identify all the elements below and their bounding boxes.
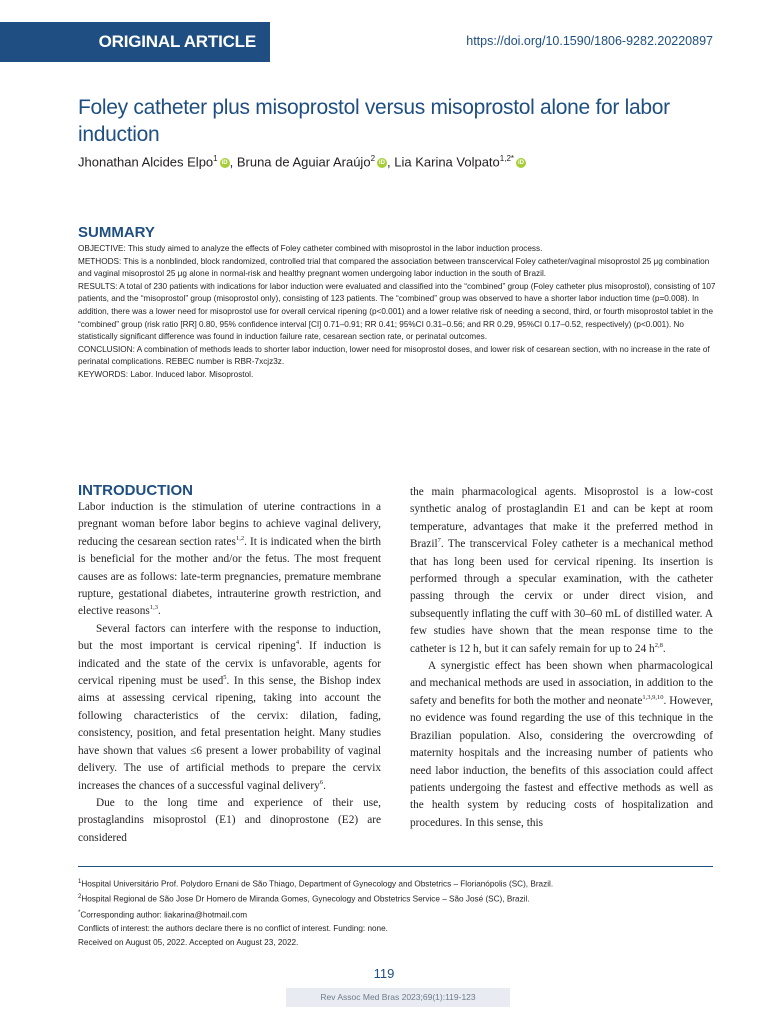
citation-ref: 7 xyxy=(437,537,441,545)
footnote xyxy=(78,922,718,936)
body-paragraph xyxy=(78,795,381,847)
paragraph-text: . However, no evidence was found regarding the use of this technique in the Brazilian population. Also, considering the overcrowding of maternity hospitals and the increasing number of patients who need labor induction, the benefits of this association could affect patients undergoing the fastest and effective methods as well as the health system by reducing costs of hospitalization and procedures. In this sense, this xyxy=(410,694,713,829)
results-text: A total of 230 patients with indications for labor induction were evaluated and classified into the “combined” group (Foley catheter plus misoprostol), consisting of 107 patients, and the “misoprostol” group (misoprostol only), consisting of 123 patients. The “combined” group was observed to have a shorter labor induction time (p=0.008). In addition, there was a lower need for misoprostol use for overall cervical ripening (p<0.001) and a lower relative risk of needing a second, third, or fourth misoprostol tablet in the “combined” group (risk ratio [RR] 0.80, 95% confidence interval [CI] 0.71–0.91; RR 0.41; 95%CI 0.31–0.56; and RR 0.29, 95%CI 0.17–0.52, respectively) (p<0.001). No statistically significant difference was found in induction failure rate, cesarean section rate, or perinatal outcomes. xyxy=(78,281,716,342)
body-column-left xyxy=(78,482,381,847)
results-label: RESULTS: xyxy=(78,281,118,291)
summary-objective xyxy=(78,243,718,256)
keywords-text: Labor. Induced labor. Misoprostol. xyxy=(130,369,254,379)
citation-ref: 6 xyxy=(319,778,324,786)
paragraph-text: A synergistic effect has been shown when pharmacological and mechanical methods are used in association, in addition to the safety and benefits for both the mother and neonate xyxy=(410,660,713,707)
footnote-text: Corresponding author: liakarina@hotmail.com xyxy=(80,910,248,920)
paragraph-text: Labor induction is the stimulation of uterine contractions in a pregnant woman before labor begins to achieve vaginal delivery, reducing the cesarean section rates xyxy=(78,501,381,548)
footnote-divider xyxy=(78,866,713,867)
paragraph-text: . It is indicated when the birth is beneficial for the mother and/or the fetus. The most frequent causes are as follows: late-term pregnancies, premature membrane rupture, gestational diabetes, intrauterine growth restriction, and elective reasons xyxy=(78,535,381,618)
citation-ref: 2,8 xyxy=(654,641,663,649)
footnote-marker: * xyxy=(78,909,81,916)
summary-methods xyxy=(78,256,718,281)
footnote xyxy=(78,907,718,922)
journal-citation: Rev Assoc Med Bras 2023;69(1):119-123 xyxy=(286,988,510,1007)
paragraph-text: . xyxy=(323,779,326,792)
author-affiliation: 1 xyxy=(213,154,218,163)
doi-link[interactable]: https://doi.org/10.1590/1806-9282.20220897 xyxy=(466,34,713,48)
left-column-text xyxy=(78,499,381,847)
footnote-text: Received on August 05, 2022. Accepted on August 23, 2022. xyxy=(78,937,299,947)
citation-ref: 1,3 xyxy=(149,604,158,612)
orcid-icon[interactable]: iD xyxy=(379,159,386,166)
citation-ref: 4 xyxy=(295,639,300,647)
right-column-text xyxy=(410,484,713,832)
body-paragraph xyxy=(78,621,381,795)
author-name: Bruna de Aguiar Araújo xyxy=(236,154,371,170)
summary-heading: SUMMARY xyxy=(78,224,155,241)
section-banner xyxy=(0,22,270,62)
author-separator: , xyxy=(229,154,237,170)
summary-conclusion xyxy=(78,344,718,369)
footnote-text: Hospital Universitário Prof. Polydoro Ernani de São Thiago, Department of Gynecology and Obstetrics – Florianópolis (SC), Brazil. xyxy=(81,879,554,889)
methods-label: METHODS: xyxy=(78,256,122,266)
section-label: ORIGINAL ARTICLE xyxy=(98,32,256,51)
conclusion-label: CONCLUSION: xyxy=(78,344,135,354)
citation-ref: 5 xyxy=(223,674,227,682)
paragraph-text: Several factors can interfere with the response to induction, but the most important is cervical ripening xyxy=(78,622,381,653)
paragraph-text: Due to the long time and experience of their use, prostaglandins misoprostol (E1) and dinoprostone (E2) are considered xyxy=(78,796,381,844)
body-paragraph xyxy=(410,484,713,658)
body-paragraph xyxy=(78,499,381,621)
paragraph-text: . xyxy=(157,605,161,618)
objective-text: This study aimed to analyze the effects of Foley catheter combined with misoprostol in the labor induction process. xyxy=(127,244,543,253)
footnote xyxy=(78,891,718,906)
summary-keywords xyxy=(78,369,718,382)
introduction-heading: INTRODUCTION xyxy=(78,482,193,499)
keywords-label: KEYWORDS: xyxy=(78,369,129,379)
paragraph-text: the main pharmacological agents. Misoprostol is a low-cost synthetic analog of prostaglandin E1 and can be kept at room temperature, advantages that make it the preferred method in Brazil xyxy=(410,486,713,551)
paragraph-text: . If induction is indicated and the state of the cervix is unfavorable, agents for cervical ripening must be used xyxy=(78,640,381,688)
page-number: 119 xyxy=(373,966,395,981)
footnote-marker: 2 xyxy=(78,894,82,901)
paragraph-text: . In this sense, the Bishop index aims at assessing cervical ripening, taking into account the following characteristics of the cervix: dilation, fading, consistency, position, and fetal presentation height. Many studies have shown that values ≤6 present a lower probability of vaginal delivery. The use of artificial methods to prepare the cervix increases the chances of a successful vaginal delivery xyxy=(78,675,381,792)
footnote xyxy=(78,876,718,891)
summary-results xyxy=(78,281,718,344)
author-affiliation: 2 xyxy=(370,154,376,163)
author-list xyxy=(78,154,526,169)
body-paragraph xyxy=(410,658,713,832)
footnote-text: Conflicts of interest: the authors declare there is no conflict of interest. Funding: none. xyxy=(78,923,388,933)
methods-text: This is a nonblinded, block randomized, controlled trial that compared the association between transcervical Foley catheter/vaginal misoprostol 25 μg combination and vaginal misoprostol 25 μg alone in normal-risk and healthy pregnant women undergoing labor induction in the south of Brazil. xyxy=(78,256,710,279)
paragraph-text: . xyxy=(662,642,666,655)
author-name: Jhonathan Alcides Elpo xyxy=(78,154,214,170)
conclusion-text: A combination of methods leads to shorter labor induction, lower need for misoprostol doses, and lower risk of cesarean section, with no increase in the rate of perinatal complications. REBEC number is RBR-7xcjz3z. xyxy=(78,344,710,367)
author-name: Lia Karina Volpato xyxy=(394,154,500,170)
citation-ref: 1,2 xyxy=(235,535,245,543)
footnotes xyxy=(78,876,718,949)
author-separator: , xyxy=(387,154,395,170)
orcid-icon[interactable]: iD xyxy=(221,159,228,166)
footnote-text: Hospital Regional de São Jose Dr Homero de Miranda Gomes, Gynecology and Obstetrics Service – São José (SC), Brazil. xyxy=(81,895,530,905)
article-title: Foley catheter plus misoprostol versus misoprostol alone for labor induction xyxy=(78,96,670,146)
footnote-marker: 1 xyxy=(78,879,82,885)
body-column-right xyxy=(410,484,713,832)
citation-ref: 1,3,9,10 xyxy=(642,694,664,702)
orcid-icon[interactable]: iD xyxy=(518,159,525,166)
paragraph-text: . The transcervical Foley catheter is a mechanical method that has long been used for cervical ripening. Its insertion is performed through a specular examination, with the catheter passing through the cervix or under direct vision, and subsequently inflating the cuff with 30–60 mL of distilled water. A few studies have shown that the mean response time to the catheter is 12 h, but it can safely remain for up to 24 h xyxy=(410,538,713,655)
footnote xyxy=(78,936,718,950)
author-affiliation: 1,2* xyxy=(499,154,515,163)
summary-block xyxy=(78,243,718,382)
objective-label: OBJECTIVE: xyxy=(78,244,126,253)
